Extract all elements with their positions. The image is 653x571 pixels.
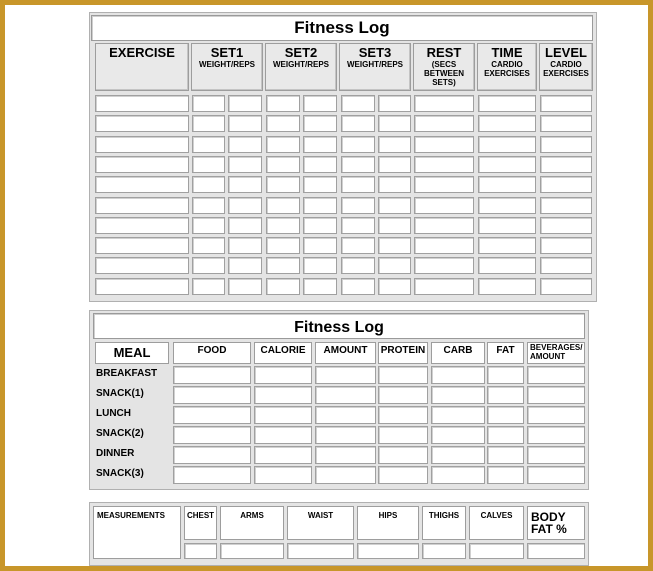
measurement-header-4: HIPS: [357, 506, 419, 540]
meal-input-cell[interactable]: [487, 466, 524, 484]
exercise-header-main: REST: [426, 45, 462, 60]
exercise-input-cell[interactable]: [540, 95, 592, 112]
exercise-input-cell[interactable]: [414, 257, 474, 274]
exercise-input-cell[interactable]: [228, 217, 262, 234]
exercise-input-cell[interactable]: [266, 197, 300, 214]
exercise-header-0: [95, 43, 189, 91]
exercise-input-cell[interactable]: [303, 197, 337, 214]
exercise-input-cell[interactable]: [341, 115, 375, 132]
exercise-input-cell[interactable]: [414, 115, 474, 132]
exercise-input-cell[interactable]: [378, 237, 411, 254]
exercise-input-cell[interactable]: [478, 278, 536, 295]
meal-input-cell[interactable]: [173, 426, 251, 444]
meal-input-cell[interactable]: [173, 406, 251, 424]
meal-input-cell[interactable]: [431, 386, 485, 404]
meal-input-cell[interactable]: [315, 426, 376, 444]
exercise-input-cell[interactable]: [341, 257, 375, 274]
meal-label-5: SNACK(3): [96, 468, 144, 479]
meal-header-6: FAT: [487, 342, 524, 364]
exercise-input-cell[interactable]: [378, 136, 411, 153]
exercise-input-cell[interactable]: [266, 156, 300, 173]
exercise-input-cell[interactable]: [303, 136, 337, 153]
exercise-input-cell[interactable]: [341, 217, 375, 234]
measurement-header-1: CHEST: [184, 506, 217, 540]
exercise-input-cell[interactable]: [478, 257, 536, 274]
meal-input-cell[interactable]: [431, 466, 485, 484]
exercise-input-cell[interactable]: [266, 136, 300, 153]
exercise-input-cell[interactable]: [228, 237, 262, 254]
exercise-input-cell[interactable]: [228, 156, 262, 173]
exercise-input-cell[interactable]: [540, 257, 592, 274]
meal-input-cell[interactable]: [487, 366, 524, 384]
exercise-input-cell[interactable]: [192, 115, 225, 132]
meal-input-cell[interactable]: [315, 386, 376, 404]
exercise-input-cell[interactable]: [540, 176, 592, 193]
exercise-input-cell[interactable]: [228, 115, 262, 132]
measurement-header-5: THIGHS: [422, 506, 466, 540]
exercise-input-cell[interactable]: [266, 95, 300, 112]
exercise-input-cell[interactable]: [192, 217, 225, 234]
exercise-input-cell[interactable]: [95, 95, 189, 112]
exercise-input-cell[interactable]: [341, 197, 375, 214]
exercise-input-cell[interactable]: [540, 115, 592, 132]
exercise-input-cell[interactable]: [266, 176, 300, 193]
meal-input-cell[interactable]: [487, 446, 524, 464]
exercise-header-3: [339, 43, 411, 91]
meal-input-cell[interactable]: [254, 386, 312, 404]
meal-input-cell[interactable]: [378, 466, 428, 484]
exercise-input-cell[interactable]: [414, 176, 474, 193]
exercise-input-cell[interactable]: [540, 136, 592, 153]
exercise-input-cell[interactable]: [266, 115, 300, 132]
measurement-header-2: ARMS: [220, 506, 284, 540]
exercise-input-cell[interactable]: [192, 237, 225, 254]
exercise-input-cell[interactable]: [414, 136, 474, 153]
exercise-input-cell[interactable]: [478, 217, 536, 234]
exercise-input-cell[interactable]: [266, 278, 300, 295]
meal-header-1: FOOD: [173, 342, 251, 364]
meal-input-cell[interactable]: [431, 406, 485, 424]
exercise-input-cell[interactable]: [303, 176, 337, 193]
exercise-input-cell[interactable]: [192, 156, 225, 173]
exercise-input-cell[interactable]: [95, 156, 189, 173]
meal-input-cell[interactable]: [378, 426, 428, 444]
measurement-input-cell[interactable]: [469, 543, 524, 559]
exercise-header-sub: CARDIO EXERCISES: [484, 60, 530, 78]
meal-input-cell[interactable]: [315, 366, 376, 384]
exercise-header-main: EXERCISE: [109, 45, 175, 60]
exercise-input-cell[interactable]: [341, 176, 375, 193]
exercise-input-cell[interactable]: [228, 176, 262, 193]
exercise-input-cell[interactable]: [378, 278, 411, 295]
exercise-input-cell[interactable]: [414, 95, 474, 112]
exercise-input-cell[interactable]: [540, 237, 592, 254]
meal-input-cell[interactable]: [173, 386, 251, 404]
meal-label-3: SNACK(2): [96, 428, 144, 439]
exercise-input-cell[interactable]: [303, 257, 337, 274]
meal-input-cell[interactable]: [254, 426, 312, 444]
exercise-header-sub: WEIGHT/REPS: [272, 60, 329, 69]
exercise-header-main: SET3: [358, 45, 392, 60]
meal-label-2: LUNCH: [96, 408, 131, 419]
exercise-input-cell[interactable]: [303, 95, 337, 112]
measurement-header-3: WAIST: [287, 506, 354, 540]
meal-input-cell[interactable]: [315, 466, 376, 484]
exercise-input-cell[interactable]: [228, 257, 262, 274]
exercise-header-2: [265, 43, 337, 91]
exercise-input-cell[interactable]: [228, 278, 262, 295]
exercise-input-cell[interactable]: [378, 197, 411, 214]
exercise-header-4: [413, 43, 475, 91]
exercise-input-cell[interactable]: [95, 237, 189, 254]
exercise-input-cell[interactable]: [303, 115, 337, 132]
exercise-input-cell[interactable]: [266, 257, 300, 274]
meal-log-title: Fitness Log: [93, 313, 585, 339]
body-fat-header: BODY FAT %: [527, 506, 585, 540]
exercise-header-main: SET2: [284, 45, 318, 60]
meal-input-cell[interactable]: [378, 446, 428, 464]
exercise-input-cell[interactable]: [378, 156, 411, 173]
exercise-input-cell[interactable]: [95, 136, 189, 153]
exercise-input-cell[interactable]: [266, 217, 300, 234]
meal-label-0: BREAKFAST: [96, 368, 158, 379]
exercise-input-cell[interactable]: [540, 278, 592, 295]
meal-input-cell[interactable]: [315, 446, 376, 464]
meal-input-cell[interactable]: [254, 366, 312, 384]
exercise-header-sub: (SECS BETWEEN SETS): [424, 60, 464, 87]
meal-input-cell[interactable]: [173, 366, 251, 384]
measurement-input-cell[interactable]: [357, 543, 419, 559]
exercise-input-cell[interactable]: [341, 95, 375, 112]
meal-input-cell[interactable]: [378, 406, 428, 424]
meal-input-cell[interactable]: [173, 446, 251, 464]
exercise-input-cell[interactable]: [303, 237, 337, 254]
exercise-input-cell[interactable]: [228, 136, 262, 153]
exercise-input-cell[interactable]: [414, 156, 474, 173]
meal-input-cell[interactable]: [378, 386, 428, 404]
exercise-input-cell[interactable]: [341, 278, 375, 295]
meal-header-4: PROTEIN: [378, 342, 428, 364]
meal-input-cell[interactable]: [431, 446, 485, 464]
meal-header-7: BEVERAGES/ AMOUNT: [527, 342, 585, 364]
exercise-input-cell[interactable]: [228, 95, 262, 112]
exercise-header-main: TIME: [491, 45, 523, 60]
measurement-input-cell[interactable]: [220, 543, 284, 559]
exercise-input-cell[interactable]: [95, 197, 189, 214]
exercise-input-cell[interactable]: [95, 115, 189, 132]
measurement-input-cell[interactable]: [422, 543, 466, 559]
exercise-input-cell[interactable]: [478, 115, 536, 132]
exercise-input-cell[interactable]: [192, 95, 225, 112]
meal-input-cell[interactable]: [254, 406, 312, 424]
meal-input-cell[interactable]: [254, 466, 312, 484]
exercise-input-cell[interactable]: [192, 197, 225, 214]
meal-input-cell[interactable]: [431, 366, 485, 384]
exercise-input-cell[interactable]: [378, 217, 411, 234]
exercise-input-cell[interactable]: [95, 278, 189, 295]
measurement-input-cell[interactable]: [184, 543, 217, 559]
meal-header-3: AMOUNT: [315, 342, 376, 364]
meal-input-cell[interactable]: [378, 366, 428, 384]
exercise-header-main: SET1: [210, 45, 244, 60]
exercise-input-cell[interactable]: [478, 237, 536, 254]
exercise-input-cell[interactable]: [341, 156, 375, 173]
exercise-header-sub: WEIGHT/REPS: [346, 60, 403, 69]
exercise-log-title: Fitness Log: [91, 15, 593, 41]
measurement-input-cell[interactable]: [287, 543, 354, 559]
exercise-input-cell[interactable]: [540, 156, 592, 173]
exercise-input-cell[interactable]: [192, 176, 225, 193]
exercise-input-cell[interactable]: [192, 136, 225, 153]
meal-label-4: DINNER: [96, 448, 135, 459]
meal-input-cell[interactable]: [254, 446, 312, 464]
meal-input-cell[interactable]: [527, 366, 585, 384]
exercise-input-cell[interactable]: [378, 115, 411, 132]
exercise-header-sub: WEIGHT/REPS: [198, 60, 255, 69]
meal-header-2: CALORIE: [254, 342, 312, 364]
meal-input-cell[interactable]: [487, 386, 524, 404]
meal-input-cell[interactable]: [173, 466, 251, 484]
meal-header-5: CARB: [431, 342, 485, 364]
exercise-header-6: [539, 43, 593, 91]
exercise-input-cell[interactable]: [414, 197, 474, 214]
meal-input-cell[interactable]: [431, 426, 485, 444]
meal-header-0: MEAL: [95, 342, 169, 364]
meal-input-cell[interactable]: [487, 406, 524, 424]
exercise-input-cell[interactable]: [478, 95, 536, 112]
exercise-input-cell[interactable]: [303, 278, 337, 295]
exercise-input-cell[interactable]: [540, 217, 592, 234]
exercise-input-cell[interactable]: [478, 176, 536, 193]
exercise-input-cell[interactable]: [414, 237, 474, 254]
exercise-header-1: [191, 43, 263, 91]
exercise-input-cell[interactable]: [266, 237, 300, 254]
measurement-header-0: MEASUREMENTS: [93, 506, 181, 559]
exercise-input-cell[interactable]: [95, 257, 189, 274]
meal-input-cell[interactable]: [527, 426, 585, 444]
exercise-input-cell[interactable]: [303, 156, 337, 173]
meal-input-cell[interactable]: [527, 466, 585, 484]
exercise-input-cell[interactable]: [414, 278, 474, 295]
exercise-input-cell[interactable]: [341, 237, 375, 254]
exercise-input-cell[interactable]: [378, 176, 411, 193]
exercise-header-5: [477, 43, 537, 91]
exercise-input-cell[interactable]: [95, 217, 189, 234]
meal-label-1: SNACK(1): [96, 388, 144, 399]
exercise-header-sub: CARDIO EXERCISES: [543, 60, 589, 78]
exercise-input-cell[interactable]: [192, 257, 225, 274]
exercise-header-main: LEVEL: [545, 45, 587, 60]
meal-input-cell[interactable]: [527, 446, 585, 464]
exercise-input-cell[interactable]: [303, 217, 337, 234]
meal-input-cell[interactable]: [315, 406, 376, 424]
exercise-input-cell[interactable]: [478, 197, 536, 214]
meal-input-cell[interactable]: [487, 426, 524, 444]
exercise-input-cell[interactable]: [378, 95, 411, 112]
exercise-input-cell[interactable]: [478, 156, 536, 173]
exercise-input-cell[interactable]: [378, 257, 411, 274]
exercise-input-cell[interactable]: [192, 278, 225, 295]
measurement-header-6: CALVES: [469, 506, 524, 540]
exercise-input-cell[interactable]: [414, 217, 474, 234]
exercise-input-cell[interactable]: [540, 197, 592, 214]
meal-input-cell[interactable]: [527, 386, 585, 404]
exercise-input-cell[interactable]: [95, 176, 189, 193]
meal-input-cell[interactable]: [527, 406, 585, 424]
exercise-input-cell[interactable]: [478, 136, 536, 153]
exercise-input-cell[interactable]: [228, 197, 262, 214]
exercise-input-cell[interactable]: [341, 136, 375, 153]
measurement-input-cell[interactable]: [527, 543, 585, 559]
